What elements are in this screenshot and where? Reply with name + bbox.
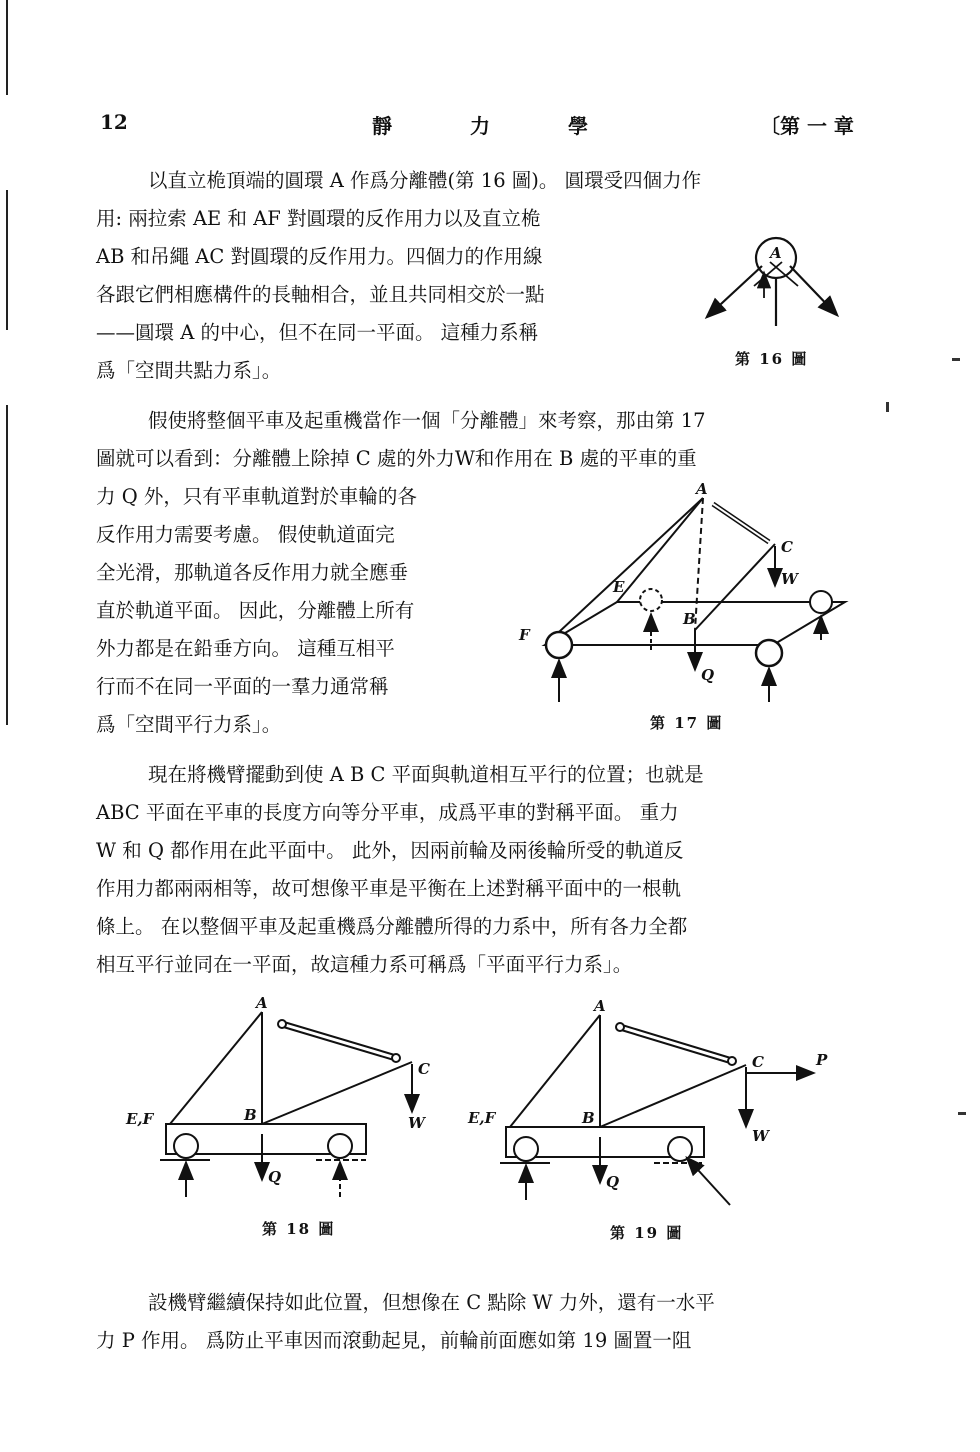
text-line: 用: 兩拉索 AE 和 AF 對圓環的反作用力以及直立桅: [96, 207, 541, 230]
text-line: AB 和吊繩 AC 對圓環的反作用力。四個力的作用線: [96, 245, 543, 268]
book-title-char: 力: [470, 114, 490, 138]
paragraph-1: [96, 162, 701, 390]
point-label-w: W: [408, 1114, 425, 1132]
book-title-char: 靜: [372, 114, 392, 138]
text-line: 假使將整個平車及起重機當作一個「分離體」來考察，那由第 17: [148, 409, 706, 432]
figure-18-caption: 第 18 圖: [262, 1220, 336, 1238]
text-line: 現在將機臂擺動到使 A B C 平面與軌道相互平行的位置；也就是: [148, 763, 704, 786]
point-label-w: W: [752, 1127, 769, 1145]
figure-17-caption: 第 17 圖: [650, 714, 724, 732]
point-label-ef: E,F: [468, 1109, 496, 1127]
text-line: 全光滑，那軌道各反作用力就全應垂: [96, 561, 409, 584]
scan-mark: [886, 402, 889, 412]
chapter-label: 〔第 一 章: [760, 114, 854, 138]
text-line: 外力都是在鉛垂方向。 這種互相平: [96, 637, 395, 660]
page-number: 12: [100, 110, 128, 134]
point-label-f: F: [519, 626, 530, 644]
paragraph-4: [96, 1284, 715, 1360]
figure-17-diagram: [515, 480, 860, 710]
text-line: 力 Q 外，只有平車軌道對於車輪的各: [96, 485, 417, 508]
point-label-b: B: [582, 1109, 595, 1127]
point-label-c: C: [752, 1053, 764, 1071]
point-label-a: A: [594, 997, 606, 1015]
figure-19-caption: 第 19 圖: [610, 1224, 684, 1242]
point-label-b: B: [244, 1106, 257, 1124]
figure-16-caption: 第 16 圖: [735, 350, 809, 368]
figure-18-diagram: [120, 992, 450, 1207]
scan-edge-line: [6, 190, 8, 330]
text-line: 條上。 在以整個平車及起重機爲分離體所得的力系中，所有各力全都: [96, 915, 688, 938]
point-label-q: Q: [606, 1173, 620, 1191]
point-label-b: B: [683, 610, 696, 628]
point-label-e: E: [613, 578, 625, 596]
scan-mark: [958, 1112, 966, 1115]
paragraph-3: [96, 756, 704, 984]
text-line: 力 P 作用。 爲防止平車因而滾動起見，前輪前面應如第 19 圖置一阻: [96, 1329, 692, 1352]
scan-edge-line: [6, 0, 8, 95]
point-label-c: C: [418, 1060, 430, 1078]
point-label-a: A: [696, 480, 708, 498]
scan-mark: [952, 358, 960, 361]
text-line: 爲「空間平行力系」。: [96, 713, 282, 736]
text-line: 反作用力需要考慮。 假使軌道面完: [96, 523, 395, 546]
point-label-q: Q: [701, 666, 715, 684]
point-label-q: Q: [268, 1168, 282, 1186]
point-label-ef: E,F: [126, 1110, 154, 1128]
text-line: 行而不在同一平面的一羣力通常稱: [96, 675, 389, 698]
text-line: 設機臂繼續保持如此位置，但想像在 C 點除 W 力外，還有一水平: [148, 1291, 715, 1314]
point-label-a: A: [256, 994, 268, 1012]
scan-edge-line: [6, 405, 8, 725]
text-line: ——圓環 A 的中心，但不在同一平面。 這種力系稱: [96, 321, 539, 344]
text-line: W 和 Q 都作用在此平面中。 此外，因兩前輪及兩後輪所受的軌道反: [96, 839, 684, 862]
point-label-p: P: [816, 1051, 828, 1069]
figure-19-diagram: [462, 995, 842, 1210]
point-label-w: W: [781, 570, 798, 588]
text-line: 相互平行並同在一平面，故這種力系可稱爲「平面平行力系」。: [96, 953, 633, 976]
figure-16-diagram: [690, 228, 850, 348]
text-line: 直於軌道平面。 因此，分離體上所有: [96, 599, 415, 622]
text-line: 圖就可以看到：分離體上除掉 C 處的外力W和作用在 B 處的平車的重: [96, 447, 697, 470]
book-title-char: 學: [568, 114, 588, 138]
text-line: 以直立桅頂端的圓環 A 作爲分離體(第 16 圖)。 圓環受四個力作: [148, 169, 702, 192]
text-line: 爲「空間共點力系」。: [96, 359, 282, 382]
point-label-a: A: [770, 244, 782, 262]
text-line: 各跟它們相應構件的長軸相合，並且共同相交於一點: [96, 283, 545, 306]
point-label-c: C: [781, 538, 793, 556]
text-line: 作用力都兩兩相等，故可想像平車是平衡在上述對稱平面中的一根軌: [96, 877, 682, 900]
text-line: ABC 平面在平車的長度方向等分平車，成爲平車的對稱平面。 重力: [96, 801, 679, 824]
